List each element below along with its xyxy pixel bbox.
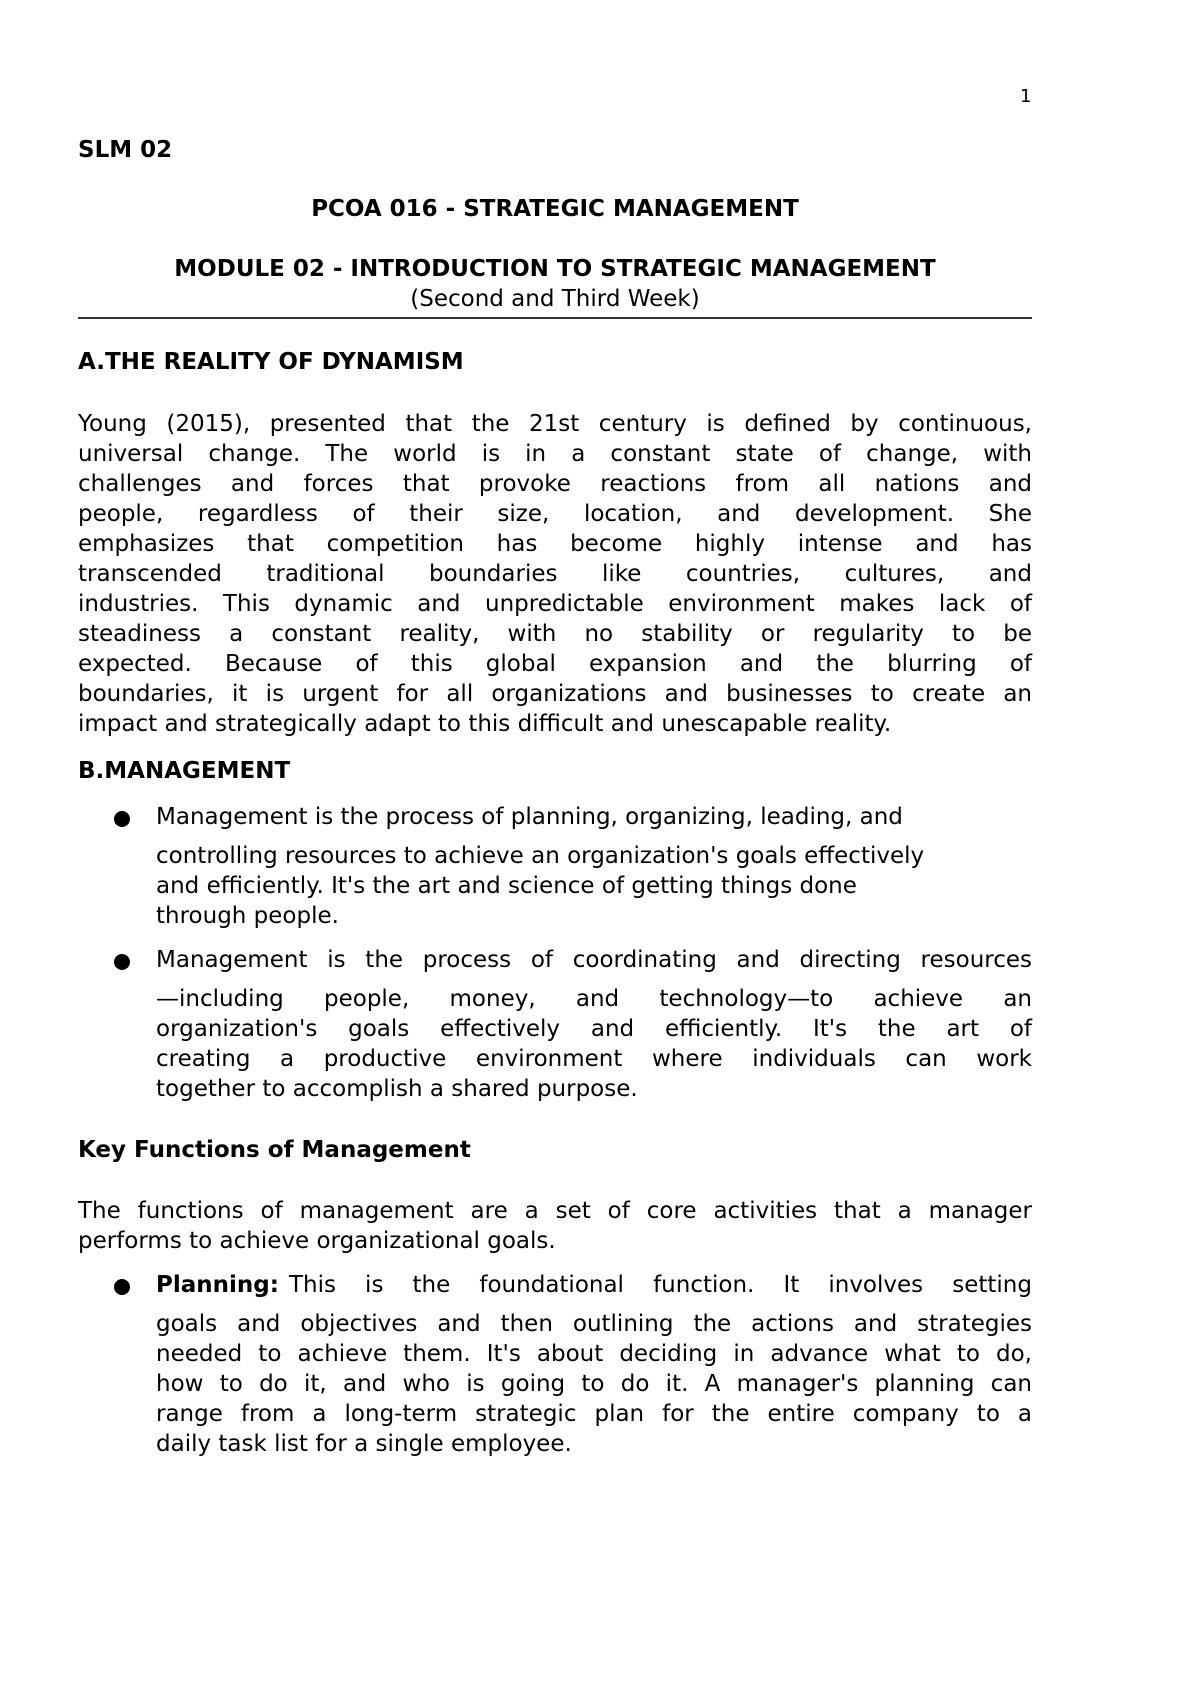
section-b-heading: B.MANAGEMENT <box>78 758 291 784</box>
section-a-heading: A.THE REALITY OF DYNAMISM <box>78 349 464 375</box>
bullet-line: needed to achieve them. It's about deciding in advance what to do, <box>156 1341 1032 1367</box>
bullet-icon <box>114 954 130 970</box>
page-number: 1 <box>1020 86 1032 107</box>
bullet-icon <box>114 811 130 827</box>
paragraph-line: people, regardless of their size, location, and development. She <box>78 501 1032 527</box>
paragraph-line: emphasizes that competition has become highly intense and has <box>78 531 1032 557</box>
paragraph-line: transcended traditional boundaries like countries, cultures, and <box>78 561 1032 587</box>
bullet-line: goals and objectives and then outlining the actions and strategies <box>156 1311 1032 1337</box>
paragraph-line: challenges and forces that provoke reactions from all nations and <box>78 471 1032 497</box>
bullet-line: through people. <box>156 903 339 929</box>
bullet-line: how to do it, and who is going to do it. A manager's planning can <box>156 1371 1032 1397</box>
bullet-line: together to accomplish a shared purpose. <box>156 1076 638 1102</box>
paragraph-line: The functions of management are a set of core activities that a manager <box>78 1198 1032 1224</box>
bullet-line: Management is the process of planning, organizing, leading, and <box>156 804 903 830</box>
bullet-line: organization's goals effectively and efficiently. It's the art of <box>156 1016 1032 1042</box>
bullet-line: range from a long-term strategic plan for the entire company to a <box>156 1401 1032 1427</box>
paragraph-line: steadiness a constant reality, with no stability or regularity to be <box>78 621 1032 647</box>
paragraph-line: performs to achieve organizational goals. <box>78 1228 556 1254</box>
paragraph-line: industries. This dynamic and unpredictable environment makes lack of <box>78 591 1032 617</box>
bullet-line <box>156 1270 1032 1300</box>
module-subtitle: (Second and Third Week) <box>410 286 700 312</box>
module-title: MODULE 02 - INTRODUCTION TO STRATEGIC MANAGEMENT <box>174 256 936 282</box>
bullet-icon <box>114 1279 130 1295</box>
planning-text: This is the foundational function. It involves setting <box>288 1272 1032 1298</box>
course-title: PCOA 016 - STRATEGIC MANAGEMENT <box>311 196 799 222</box>
bullet-line: controlling resources to achieve an organization's goals effectively <box>156 843 925 869</box>
bullet-line: and efficiently. It's the art and science of getting things done <box>156 873 857 899</box>
bullet-line: —including people, money, and technology—to achieve an <box>156 986 1032 1012</box>
paragraph-line: Young (2015), presented that the 21st century is defined by continuous, <box>78 411 1032 437</box>
key-functions-heading: Key Functions of Management <box>78 1137 471 1163</box>
planning-term: Planning: <box>156 1272 279 1298</box>
slm-label: SLM 02 <box>78 137 173 163</box>
bullet-line: daily task list for a single employee. <box>156 1431 572 1457</box>
paragraph-line: universal change. The world is in a constant state of change, with <box>78 441 1032 467</box>
paragraph-line: impact and strategically adapt to this difficult and unescapable reality. <box>78 711 892 737</box>
bullet-line: creating a productive environment where individuals can work <box>156 1046 1032 1072</box>
paragraph-line: boundaries, it is urgent for all organizations and businesses to create an <box>78 681 1032 707</box>
divider <box>78 317 1032 319</box>
paragraph-line: expected. Because of this global expansion and the blurring of <box>78 651 1032 677</box>
bullet-line: Management is the process of coordinating and directing resources <box>156 947 1032 973</box>
